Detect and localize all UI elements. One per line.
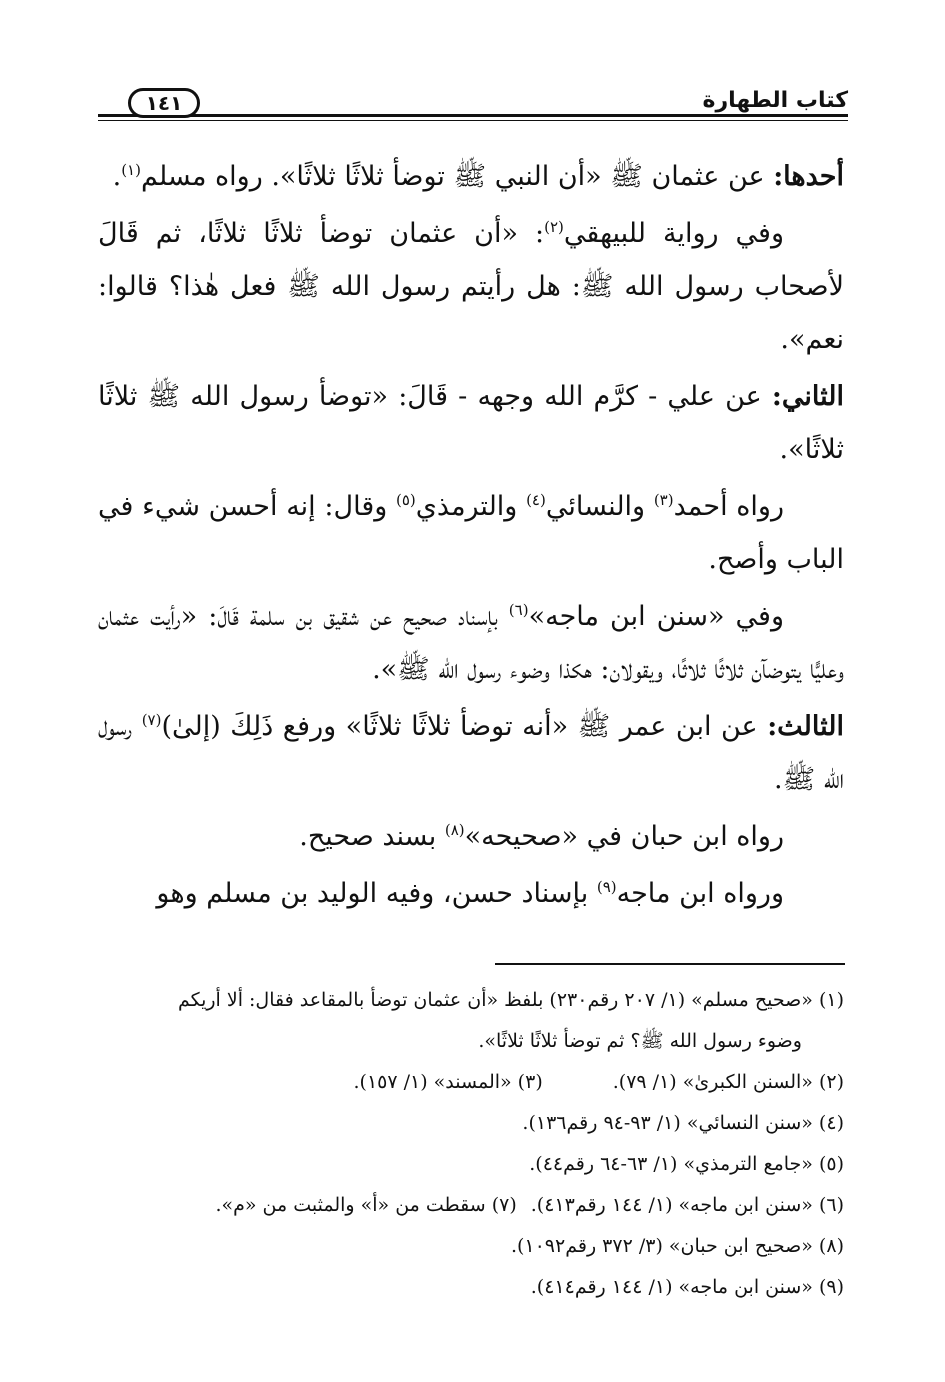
footnote-9: (٩) «سنن ابن ماجه» (١/ ١٤٤ رقم٤١٤).: [530, 1276, 844, 1298]
paragraph-text: رسول الله ﷺ.: [98, 711, 844, 795]
paragraph-third: [98, 700, 844, 806]
paragraph-text: والترمذي: [415, 491, 527, 522]
footnote-3: (٣) «المسند» (١/ ١٥٧).: [353, 1071, 543, 1093]
main-text: [98, 150, 844, 924]
header-rule: [98, 114, 848, 121]
paragraph-text: وفي رواية للبيهقي: [563, 218, 784, 249]
paragraph-text: رواه أحمد: [673, 491, 784, 522]
footnote-separator: [495, 963, 845, 965]
footnote-4: (٤) «سنن النسائي» (١/ ٩٣-٩٤ رقم١٣٦).: [522, 1112, 844, 1134]
page-number: ١٤١: [128, 88, 200, 118]
paragraph-text: عن عثمان ﷺ «أن النبي ﷺ توضأ ثلاثًا ثلاثًا». رواه مسلم: [140, 161, 774, 192]
paragraph-text: والنسائي: [545, 491, 654, 522]
paragraph-bayhaqi: [98, 207, 844, 366]
footnote-7: (٧) سقطت من «أ» والمثبت من «م».: [215, 1194, 517, 1216]
paragraph-text: رواه ابن حبان في «صحيحه»: [464, 821, 784, 852]
footnote-ref: (٣): [653, 491, 674, 509]
paragraph-end: .: [112, 161, 122, 192]
footnote-ref: (٧): [141, 711, 162, 729]
footnote-ref: (٤): [526, 491, 546, 509]
footnote-2: (٢) «السنن الكبرىٰ» (١/ ٧٩).: [612, 1071, 844, 1093]
running-title: كتاب الطهارة: [702, 88, 848, 113]
lead-word: الثاني:: [771, 381, 844, 412]
footnote-row-6-7: [98, 1185, 844, 1226]
paragraph-ibn-hibban: [98, 810, 844, 863]
footnote-ref: (٦): [508, 601, 529, 619]
paragraph-text: وفي «سنن ابن ماجه»: [528, 601, 784, 632]
footnotes: [98, 980, 844, 1308]
paragraph-ibn-majah-2: [98, 867, 844, 920]
paragraph-ibn-majah: [98, 590, 844, 696]
footnote-8: (٨) «صحيح ابن حبان» (٣/ ٣٧٢ رقم١٠٩٢).: [510, 1235, 844, 1257]
paragraph-text: عن علي - كرَّم الله وجهه - قَالَ: «توضأ رسول الله ﷺ ثلاثًا ثلاثًا».: [98, 381, 844, 465]
paragraph-text: عن ابن عمر ﷺ «أنه توضأ ثلاثًا ثلاثًا» ورفع ذَلِكَ (إلىٰ): [161, 711, 768, 742]
paragraph-second: [98, 370, 844, 476]
lead-word: الثالث:: [767, 711, 844, 742]
paragraph-text: بسند صحيح.: [299, 821, 445, 852]
paragraph-text: : «أن عثمان توضأ ثلاثًا ثلاثًا، ثم قَالَ لأصحاب رسول الله ﷺ: هل رأيتم رسول الله ﷺ فعل هٰذا؟ قالوا: نعم».: [98, 218, 844, 355]
paragraph-text: وقال: إنه أحسن شيء في الباب وأصح.: [98, 491, 844, 575]
footnote-ref: (٨): [444, 821, 465, 839]
footnote-ref: (٢): [544, 218, 564, 236]
lead-word: أحدها:: [773, 161, 844, 192]
footnote-6: (٦) «سنن ابن ماجه» (١/ ١٤٤ رقم٤١٣).: [530, 1194, 844, 1216]
paragraph-text: بإسناد حسن، وفيه الوليد بن مسلم وهو: [156, 878, 597, 909]
footnote-ref: (٥): [395, 491, 416, 509]
footnote-1: (١) «صحيح مسلم» (١/ ٢٠٧ رقم٢٣٠) بلفظ «أن عثمان توضأ بالمقاعد فقال: ألا أريكم: [177, 989, 844, 1011]
paragraph-first: [98, 150, 844, 203]
paragraph-text: ورواه ابن ماجه: [616, 878, 784, 909]
footnote-1-continuation: وضوء رسول الله ﷺ؟ ثم توضأ ثلاثًا ثلاثًا».: [478, 1030, 802, 1052]
footnote-row-2-3: [98, 1062, 844, 1103]
footnote-5: (٥) «جامع الترمذي» (١/ ٦٣-٦٤ رقم٤٤).: [529, 1153, 844, 1175]
paragraph-narrators: [98, 480, 844, 586]
footnote-ref: (٩): [596, 878, 617, 896]
paragraph-text: بإسناد صحيح عن شقيق بن سلمة قَالَ: «رأيت عثمان وعليًّا يتوضآن ثلاثًا ثلاثًا، ويقولان: هكذا وضوء رسول الله ﷺ».: [98, 601, 844, 685]
footnote-ref: (١): [121, 161, 141, 179]
page-header: [98, 88, 848, 128]
